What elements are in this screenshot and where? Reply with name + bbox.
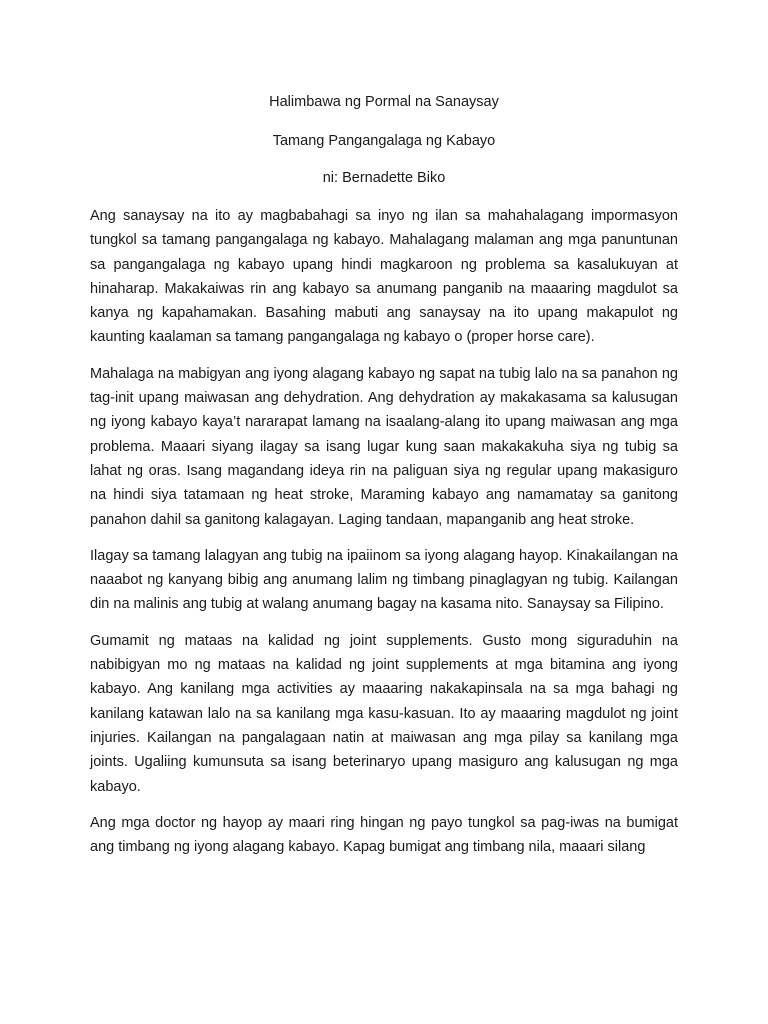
paragraph: Ilagay sa tamang lalagyan ang tubig na ipaiinom sa iyong alagang hayop. Kinakailangan na naaabot ng kanyang bibig ang anumang lalim ng timbang pinaglagyan ng tubig. Kailangan din na malinis ang tubig at walang anumang bagay na kasama nito. Sanaysay sa Filipino.	[90, 547, 678, 613]
document-subtitle: Tamang Pangangalaga ng Kabayo	[272, 133, 496, 149]
paragraph: Mahalaga na mabigyan ang iyong alagang kabayo ng sapat na tubig lalo na sa panahon ng tag-init upang maiwasan ang dehydration. Ang dehydration ay makakasama sa kalusugan ng iyong kabayo kaya’t nararapat lamang na isaalang-alang ito upang maiwasan ang mga problema. Maaari siyang ilagay sa isang lugar kung saan makakakuha siya ng tubig sa lahat ng oras. Isang magandang ideya rin na paliguan siya ng regular upang makasiguro na hindi siya tatamaan ng heat stroke, Maraming kabayo ang namamatay sa ganitong panahon dahil sa ganitong kalagayan. Laging tandaan, mapanganib ang heat stroke.	[90, 365, 678, 528]
paragraph: Ang mga doctor ng hayop ay maari ring hingan ng payo tungkol sa pag-iwas na bumigat ang timbang ng iyong alagang kabayo. Kapag bumigat ang timbang nila, maaari silang	[90, 814, 678, 856]
document-title: Halimbawa ng Pormal na Sanaysay	[269, 94, 499, 110]
document-author: ni: Bernadette Biko	[322, 170, 446, 186]
document-body	[90, 204, 678, 871]
paragraph: Gumamit ng mataas na kalidad ng joint supplements. Gusto mong siguraduhin na nabibigyan mo ng mataas na kalidad ng joint supplements at mga bitamina ang iyong kabayo. Ang kanilang mga activities ay maaaring nakakapinsala na sa mga bahagi ng kanilang katawan lalo na sa kanilang mga kasu-kasuan. Ito ay maaaring magdulot ng joint injuries. Kailangan na pangalagaan natin at maiwasan ang mga pilay sa kanilang mga joints. Ugaliing kumunsuta sa isang beterinaryo upang masiguro ang kalusugan ng mga kabayo.	[90, 632, 678, 795]
paragraph: Ang sanaysay na ito ay magbabahagi sa inyo ng ilan sa mahahalagang impormasyon tungkol sa tamang pangangalaga ng kabayo. Mahalagang malaman ang mga panuntunan sa pangangalaga ng kabayo upang hindi magkaroon ng problema sa kasalukuyan at hinaharap. Makakaiwas rin ang kabayo sa anumang panganib na maaaring magdulot sa kanya ng kapahamakan. Basahing mabuti ang sanaysay na ito upang makapulot ng kaunting kaalaman sa tamang pangangalaga ng kabayo o (proper horse care).	[90, 208, 678, 346]
